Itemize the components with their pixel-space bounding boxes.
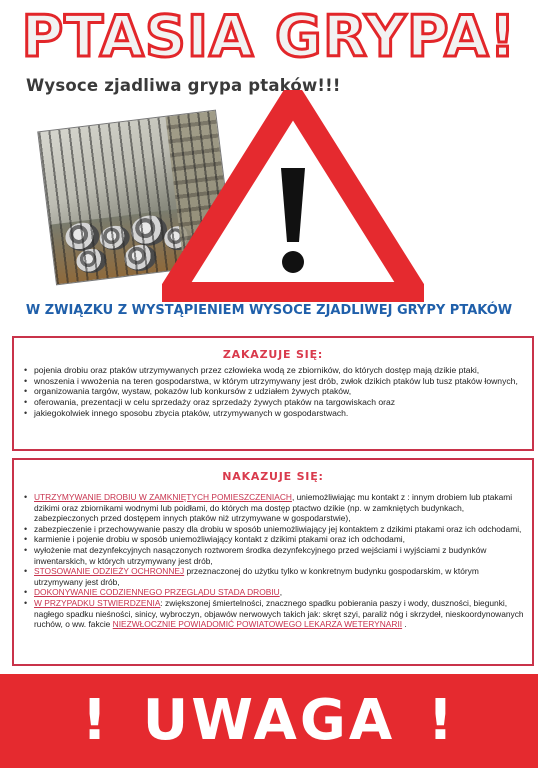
poster-subtitle: Wysoce zjadliwa grypa ptaków!!!	[26, 76, 341, 95]
list-item: • organizowania targów, wystaw, pokazów lub konkursów z udziałem żywych ptaków,	[24, 386, 524, 397]
highlight-text: NIEZWŁOCZNIE POWIADOMIĆ POWIATOWEGO LEKARZA WETERYNARII	[112, 619, 403, 630]
list-item	[24, 598, 524, 630]
prohibitions-list	[14, 365, 532, 419]
item-text: wyłożenie mat dezynfekcyjnych nasączonych roztworem środka dezynfekcyjnego przed wejściami i wyjściami z budynków inwentarskich, w których utrzymywany jest drób,	[34, 544, 487, 566]
uwaga-banner	[0, 674, 538, 768]
poster-title: PTASIA GRYPA!	[21, 4, 517, 70]
list-item: • oferowania, prezentacji w celu sprzedaży oraz sprzedaży żywych ptaków na targowiskach oraz	[24, 397, 524, 408]
list-item: • pojenia drobiu oraz ptaków utrzymywanych przez człowieka wodą ze zbiorników, do których dostęp mają dzikie ptaki,	[24, 365, 524, 376]
item-text: , uniemożliwiając mu kontakt z : innym drobiem lub ptakami dzikimi oraz zbiornikami wodnymi lub poidłami, do których ma dostęp ptactwo dzikie (np. w zamkniętych budynkach, zabezpieczonych przed dostępem innych ptaków niż utrzymywane w gospodarstwie),	[34, 492, 513, 524]
list-item	[24, 524, 524, 535]
item-text: .	[402, 619, 407, 630]
orders-heading: NAKAZUJE SIĘ:	[222, 470, 324, 483]
prohibitions-box	[12, 336, 534, 451]
highlight-text: UTRZYMYWANIE DROBIU W ZAMKNIĘTYCH POMIESZCZENIACH	[34, 492, 292, 502]
prohibitions-heading: ZAKAZUJE SIĘ:	[222, 348, 324, 361]
list-item	[24, 587, 524, 598]
item-text: zabezpieczenie i przechowywanie paszy dla drobiu w sposób uniemożliwiający jej kontaktem z dzikimi ptakami oraz ich odchodami,	[34, 523, 522, 534]
exclamation-dot	[282, 251, 304, 273]
highlight-text: W PRZYPADKU STWIERDZENIA	[34, 597, 161, 608]
list-item	[24, 534, 524, 545]
orders-list	[14, 492, 532, 630]
item-text: karmienie i pojenie drobiu w sposób uniemożliwiający kontakt z dzikimi ptakami oraz ich odchodami,	[34, 534, 405, 545]
item-text: ,	[279, 587, 283, 598]
list-item	[24, 492, 524, 524]
item-text: przeznaczonej do użytku tylko w konkretnym budynku gospodarskim, w którym utrzymywany jest drób,	[34, 566, 479, 587]
warning-triangle-icon	[162, 90, 424, 302]
uwaga-text: ! UWAGA !	[81, 688, 457, 753]
list-item: • jakiegokolwiek innego sposobu zbycia ptaków, utrzymywanych w gospodarstwach.	[24, 408, 524, 419]
list-item: • wnoszenia i wwożenia na teren gospodarstwa, w którym utrzymywany jest drób, zwłok dzikich ptaków lub tusz ptaków łownych,	[24, 376, 524, 387]
orders-box	[12, 458, 534, 666]
list-item	[24, 566, 524, 587]
highlight-text: DOKONYWANIE CODZIENNEGO PRZEGLĄDU STADA DROBIU	[34, 587, 280, 598]
intro-statement: W ZWIĄZKU Z WYSTĄPIENIEM WYSOCE ZJADLIWEJ GRYPY PTAKÓW	[25, 303, 513, 318]
item-text: : zwiększonej śmiertelności, znacznego spadku pobierania paszy i wody, duszności, biegunki, nagłego spadku nieśności, sinicy, wybroczyn, objawów nerwowych takich jak: skręt szyi, paraliż nóg i skrzydeł, nieskoordynowanych ruchów, o ww. fakcie	[34, 597, 524, 630]
list-item	[24, 545, 524, 566]
highlight-text: STOSOWANIE ODZIEŻY OCHRONNEJ	[34, 566, 185, 577]
